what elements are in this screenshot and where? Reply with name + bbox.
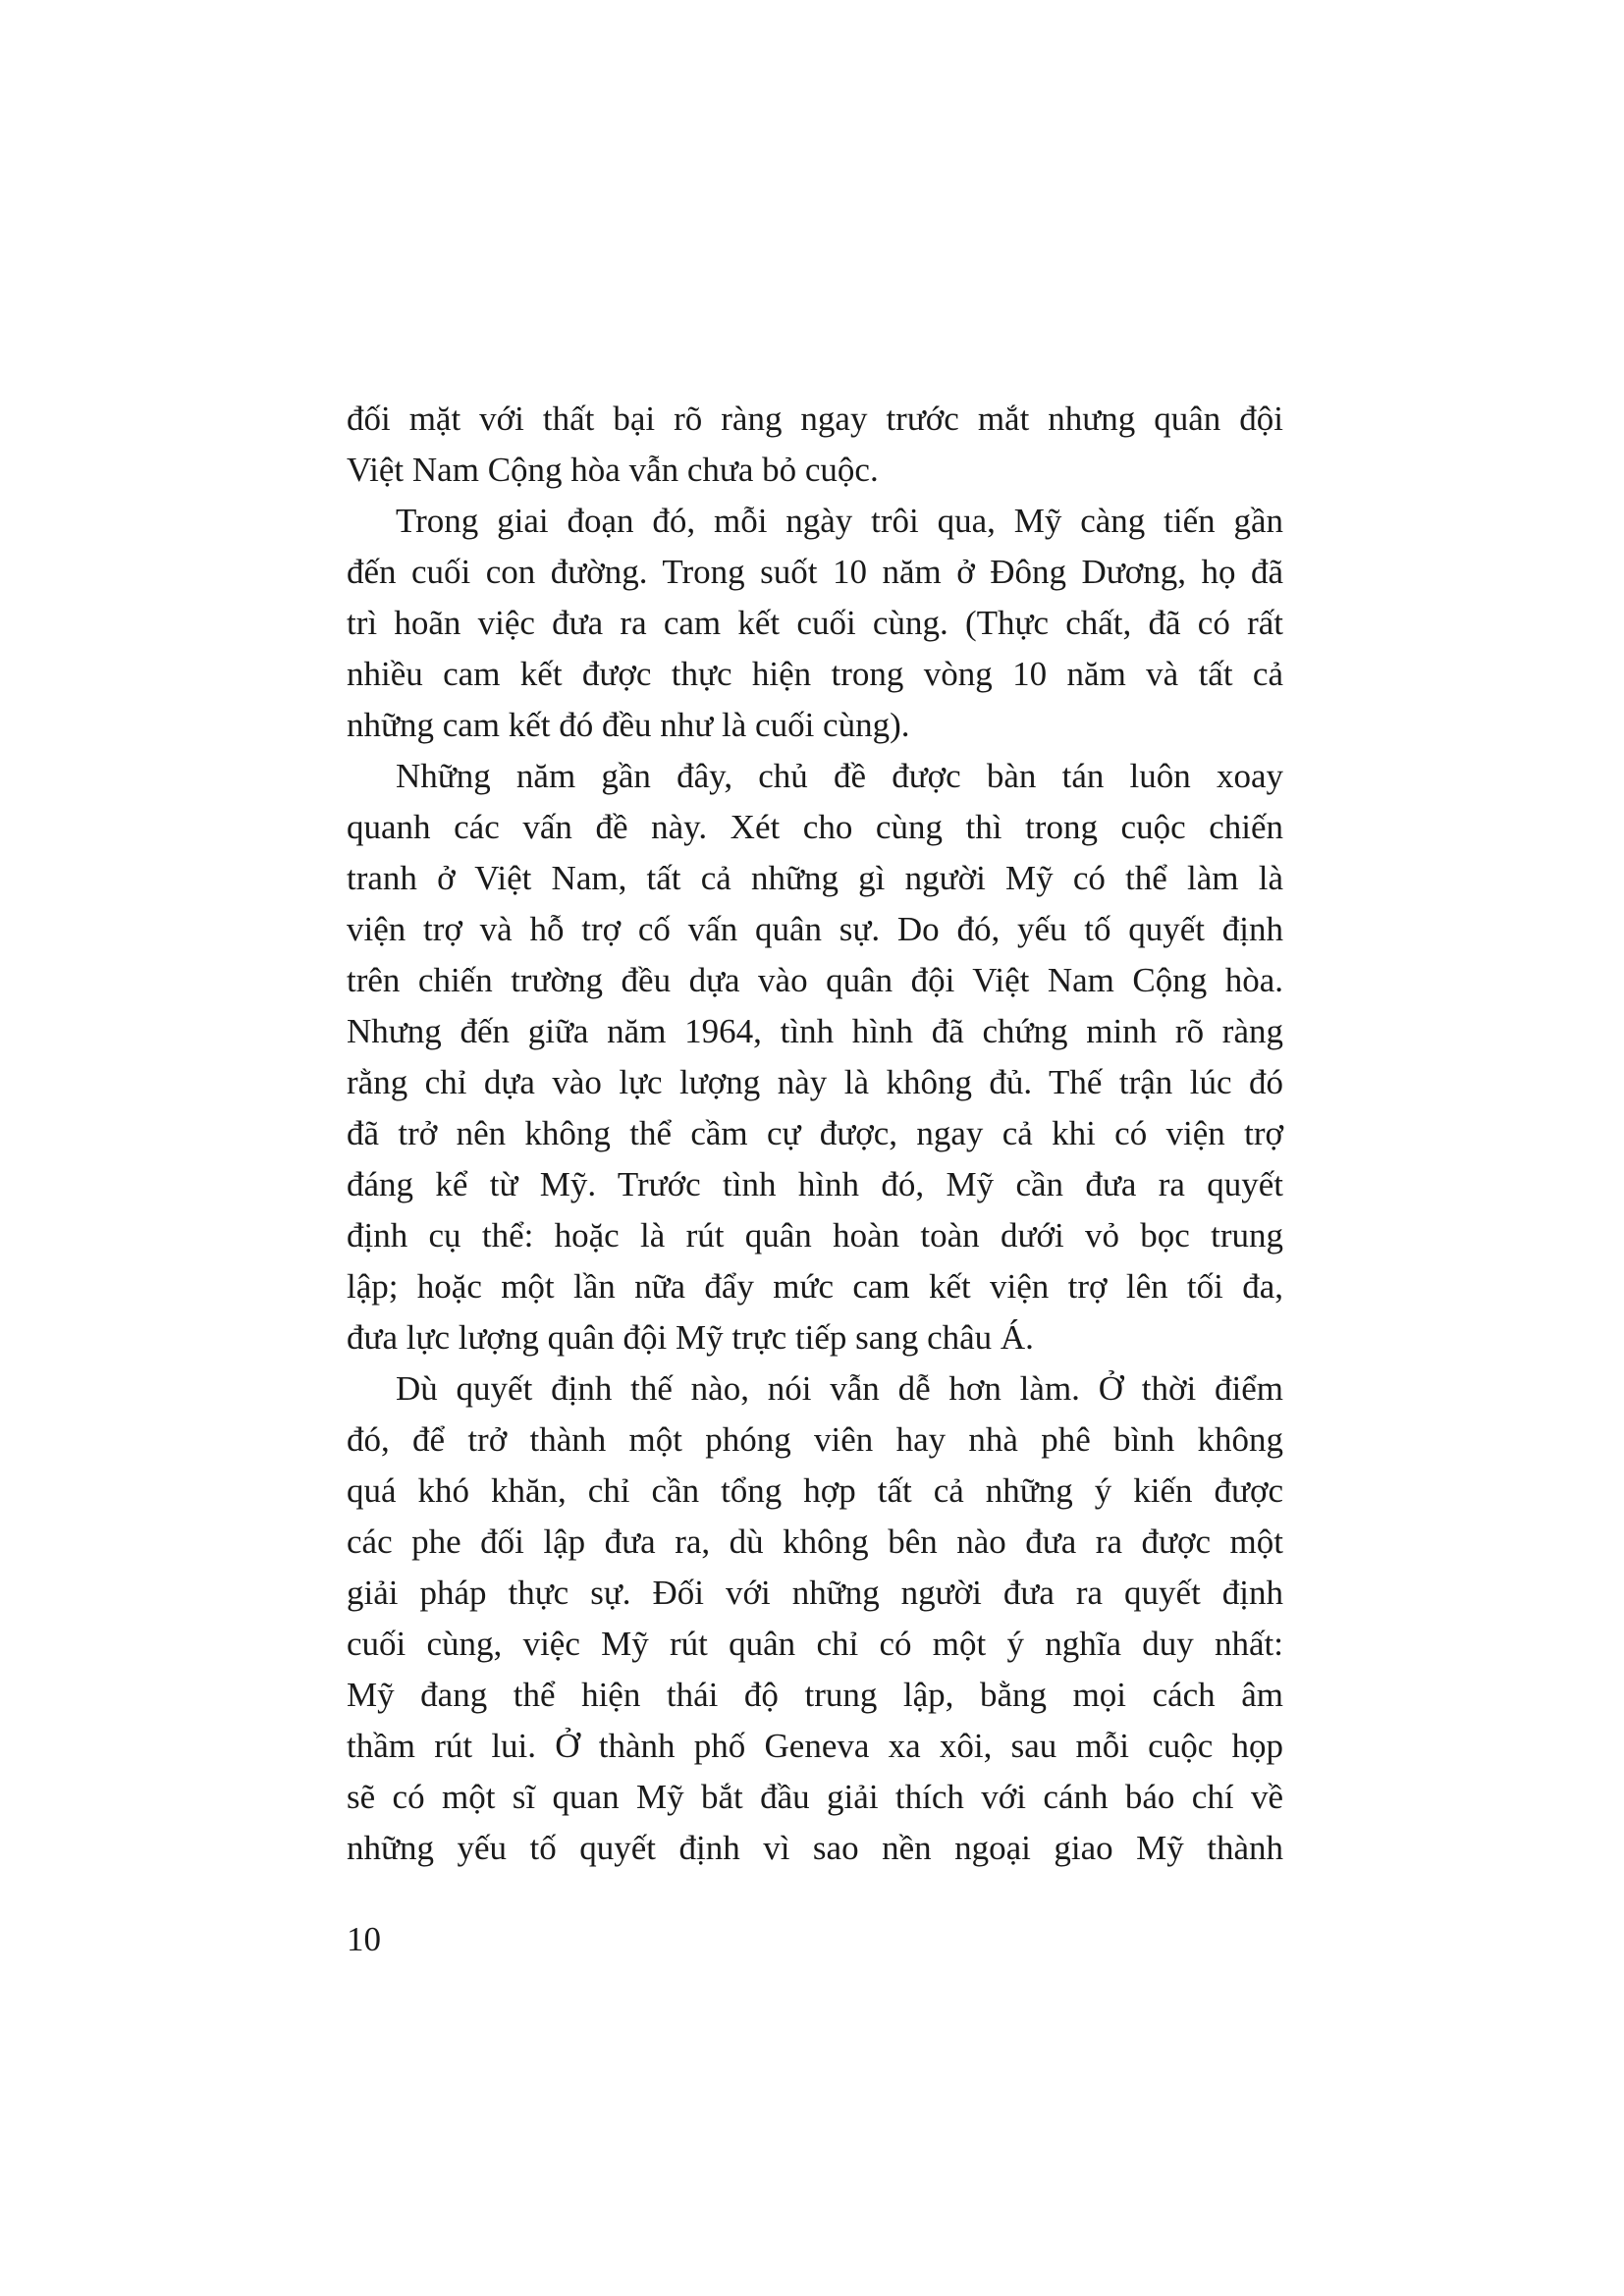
text-line: tranh ở Việt Nam, tất cả những gì người Mỹ có thể làm là [347, 859, 1283, 897]
page-number: 10 [347, 1920, 381, 1958]
text-line: thầm rút lui. Ở thành phố Geneva xa xôi, sau mỗi cuộc họp [347, 1727, 1283, 1765]
paragraph [347, 751, 1283, 1363]
text-line: trên chiến trường đều dựa vào quân đội Việt Nam Cộng hòa. [347, 961, 1283, 999]
paragraph [347, 394, 1283, 496]
text-line: Nhưng đến giữa năm 1964, tình hình đã chứng minh rõ ràng [347, 1012, 1283, 1050]
paragraph [347, 496, 1283, 751]
text-line: đưa lực lượng quân đội Mỹ trực tiếp sang châu Á. [347, 1318, 1034, 1357]
text-line: đến cuối con đường. Trong suốt 10 năm ở Đông Dương, họ đã [347, 553, 1283, 591]
text-line: giải pháp thực sự. Đối với những người đưa ra quyết định [347, 1574, 1283, 1612]
text-line: Mỹ đang thể hiện thái độ trung lập, bằng mọi cách âm [347, 1676, 1283, 1714]
text-line: đáng kể từ Mỹ. Trước tình hình đó, Mỹ cần đưa ra quyết [347, 1165, 1283, 1203]
text-line: quá khó khăn, chỉ cần tổng hợp tất cả những ý kiến được [347, 1471, 1283, 1510]
text-line: những yếu tố quyết định vì sao nền ngoại giao Mỹ thành [347, 1829, 1283, 1867]
text-line: Việt Nam Cộng hòa vẫn chưa bỏ cuộc. [347, 451, 879, 489]
text-block [347, 394, 1283, 1874]
text-line: Trong giai đoạn đó, mỗi ngày trôi qua, Mỹ càng tiến gần [396, 502, 1283, 540]
text-line: định cụ thể: hoặc là rút quân hoàn toàn dưới vỏ bọc trung [347, 1216, 1283, 1255]
text-line: nhiều cam kết được thực hiện trong vòng 10 năm và tất cả [347, 655, 1283, 693]
text-line: các phe đối lập đưa ra, dù không bên nào đưa ra được một [347, 1522, 1283, 1561]
paragraph [347, 1363, 1283, 1874]
text-line: quanh các vấn đề này. Xét cho cùng thì trong cuộc chiến [347, 808, 1283, 846]
text-line: lập; hoặc một lần nữa đẩy mức cam kết viện trợ lên tối đa, [347, 1267, 1283, 1306]
text-line: rằng chỉ dựa vào lực lượng này là không đủ. Thế trận lúc đó [347, 1063, 1283, 1101]
text-line: đối mặt với thất bại rõ ràng ngay trước mắt nhưng quân đội [347, 400, 1283, 438]
text-line: Dù quyết định thế nào, nói vẫn dễ hơn làm. Ở thời điểm [396, 1369, 1283, 1408]
text-line: đó, để trở thành một phóng viên hay nhà phê bình không [347, 1420, 1283, 1459]
text-line: Những năm gần đây, chủ đề được bàn tán luôn xoay [396, 757, 1283, 795]
text-line: trì hoãn việc đưa ra cam kết cuối cùng. (Thực chất, đã có rất [347, 604, 1283, 642]
text-line: đã trở nên không thể cầm cự được, ngay cả khi có viện trợ [347, 1114, 1283, 1152]
text-line: cuối cùng, việc Mỹ rút quân chỉ có một ý nghĩa duy nhất: [347, 1625, 1283, 1663]
text-line: những cam kết đó đều như là cuối cùng). [347, 706, 910, 744]
text-line: viện trợ và hỗ trợ cố vấn quân sự. Do đó, yếu tố quyết định [347, 910, 1283, 948]
text-line: sẽ có một sĩ quan Mỹ bắt đầu giải thích với cánh báo chí về [347, 1778, 1283, 1816]
